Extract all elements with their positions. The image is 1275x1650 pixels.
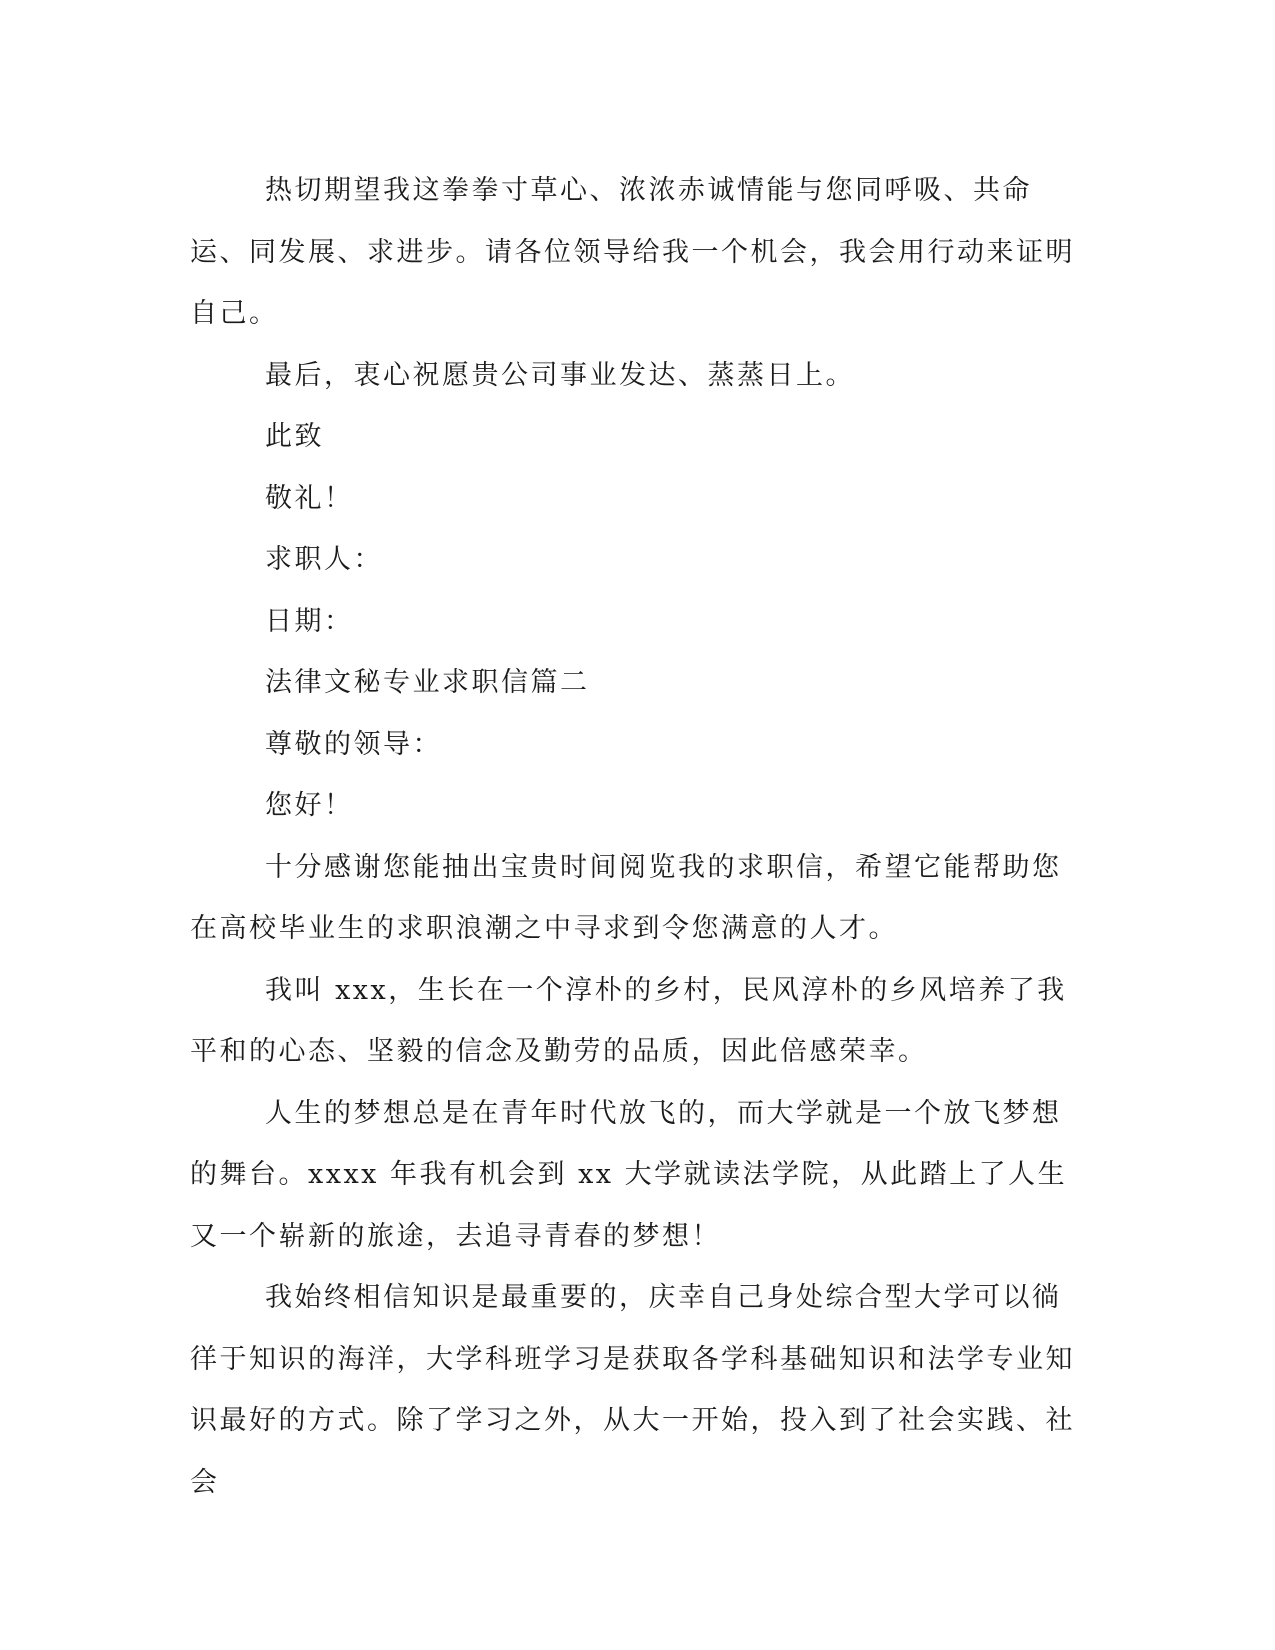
greeting-recipient: 尊敬的领导： (265, 728, 442, 760)
paragraph-university: 人生的梦想总是在青年时代放飞的，而大学就是一个放飞梦想的舞台。xxxx 年我有机会到 xx 大学就读法学院，从此踏上了人生又一个崭新的旅途，去追寻青春的梦想！ (190, 1097, 1068, 1252)
salutation-cizhi: 此致 (265, 421, 324, 452)
section-title: 法律文秘专业求职信篇二 (265, 667, 590, 698)
paragraph-introduction: 我叫 xxx，生长在一个淳朴的乡村，民风淳朴的乡风培养了我平和的心态、坚毅的信念及勤劳的品质，因此倍感荣幸。 (190, 974, 1067, 1067)
paragraph-best-wishes: 最后，衷心祝愿贵公司事业发达、蒸蒸日上。 (265, 359, 855, 391)
paragraph-thanks: 十分感谢您能抽出宝贵时间阅览我的求职信，希望它能帮助您在高校毕业生的求职浪潮之中寻求到令您满意的人才。 (190, 851, 1062, 944)
applicant-label: 求职人： (265, 544, 383, 575)
paragraph-closing-hope: 热切期望我这拳拳寸草心、浓浓赤诚情能与您同呼吸、共命运、同发展、求进步。请各位领导给我一个机会，我会用行动来证明自己。 (190, 175, 1075, 329)
salutation-jingli: 敬礼！ (265, 482, 354, 514)
greeting-hello: 您好！ (265, 790, 354, 821)
paragraph-knowledge: 我始终相信知识是最重要的，庆幸自己身处综合型大学可以徜徉于知识的海洋，大学科班学习是获取各学科基础知识和法学专业知识最好的方式。除了学习之外，从大一开始，投入到了社会实践、社会 (190, 1282, 1075, 1498)
date-label: 日期： (265, 605, 354, 637)
letter-body (190, 160, 1085, 1513)
